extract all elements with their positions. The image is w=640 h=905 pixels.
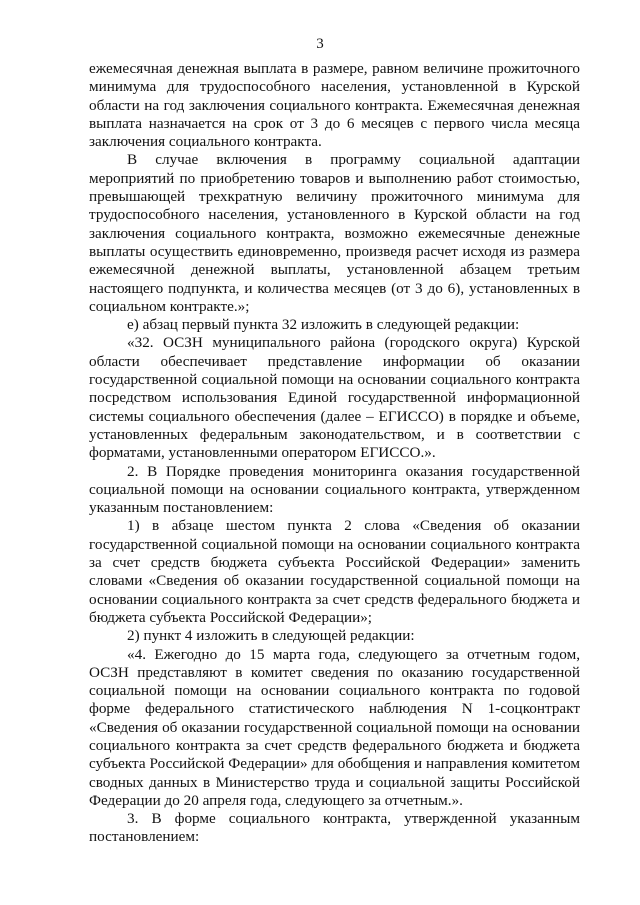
- paragraph-5: 2. В Порядке проведения мониторинга оказания государственной социальной помощи на основании социального контракта, утвержденном указанным постановлением:: [89, 462, 580, 517]
- paragraph-3: е) абзац первый пункта 32 изложить в следующей редакции:: [127, 316, 520, 334]
- paragraph-9: 3. В форме социального контракта, утвержденной указанным постановлением:: [89, 810, 580, 846]
- paragraph-6: 1) в абзаце шестом пункта 2 слова «Сведения об оказании государственной социальной помощи на основании социального контракта за счет средств бюджета субъекта Российской Федерации» заменить словами «Сведения об оказании государственной социальной помощи на основании социального контракта за счет средств федерального бюджета и бюджета субъекта Российской Федерации»;: [89, 517, 580, 626]
- paragraph-8: «4. Ежегодно до 15 марта года, следующего за отчетным годом, ОСЗН представляют в комитет сведения по оказанию государственной социальной помощи на основании социального контракта по годовой форме федерального статистического наблюдения N 1-соцконтракт «Сведения об оказании государственной социальной помощи на основании социального контракта за счет средств федерального бюджета и бюджета субъекта Российской Федерации» для обобщения и направления комитетом сводных данных в Министерство труда и социальной защиты Российской Федерации до 20 апреля года, следующего за отчетным.».: [89, 645, 580, 809]
- paragraph-7: 2) пункт 4 изложить в следующей редакции:: [127, 627, 415, 645]
- document-body: [89, 60, 580, 847]
- paragraph-4: «32. ОСЗН муниципального района (городского округа) Курской области обеспечивает представление информации об оказании государственной социальной помощи на основании социального контракта посредством использования Единой государственной информационной системы социального обеспечения (далее – ЕГИССО) в порядке и объеме, установленных федеральным законодательством, и в соответствии с форматами, установленными оператором ЕГИССО.».: [89, 334, 580, 462]
- page-number: 3: [316, 36, 324, 52]
- paragraph-2: В случае включения в программу социальной адаптации мероприятий по приобретению товаров и выполнению работ стоимостью, превышающей трехкратную величину прожиточного минимума для трудоспособного населения, установленного в Курской области на год заключения социального контракта, возможно ежемесячные денежные выплаты осуществить единовременно, произведя расчет исходя из размера ежемесячной денежной выплаты, установленной абзацем третьим настоящего подпункта, и количества месяцев (от 3 до 6), установленных в социальном контракте.»;: [89, 151, 580, 315]
- paragraph-1: ежемесячная денежная выплата в размере, равном величине прожиточного минимума для трудоспособного населения, установленной в Курской области на год заключения социального контракта. Ежемесячная денежная выплата назначается на срок от 3 до 6 месяцев с первого числа месяца заключения социального контракта.: [89, 60, 580, 151]
